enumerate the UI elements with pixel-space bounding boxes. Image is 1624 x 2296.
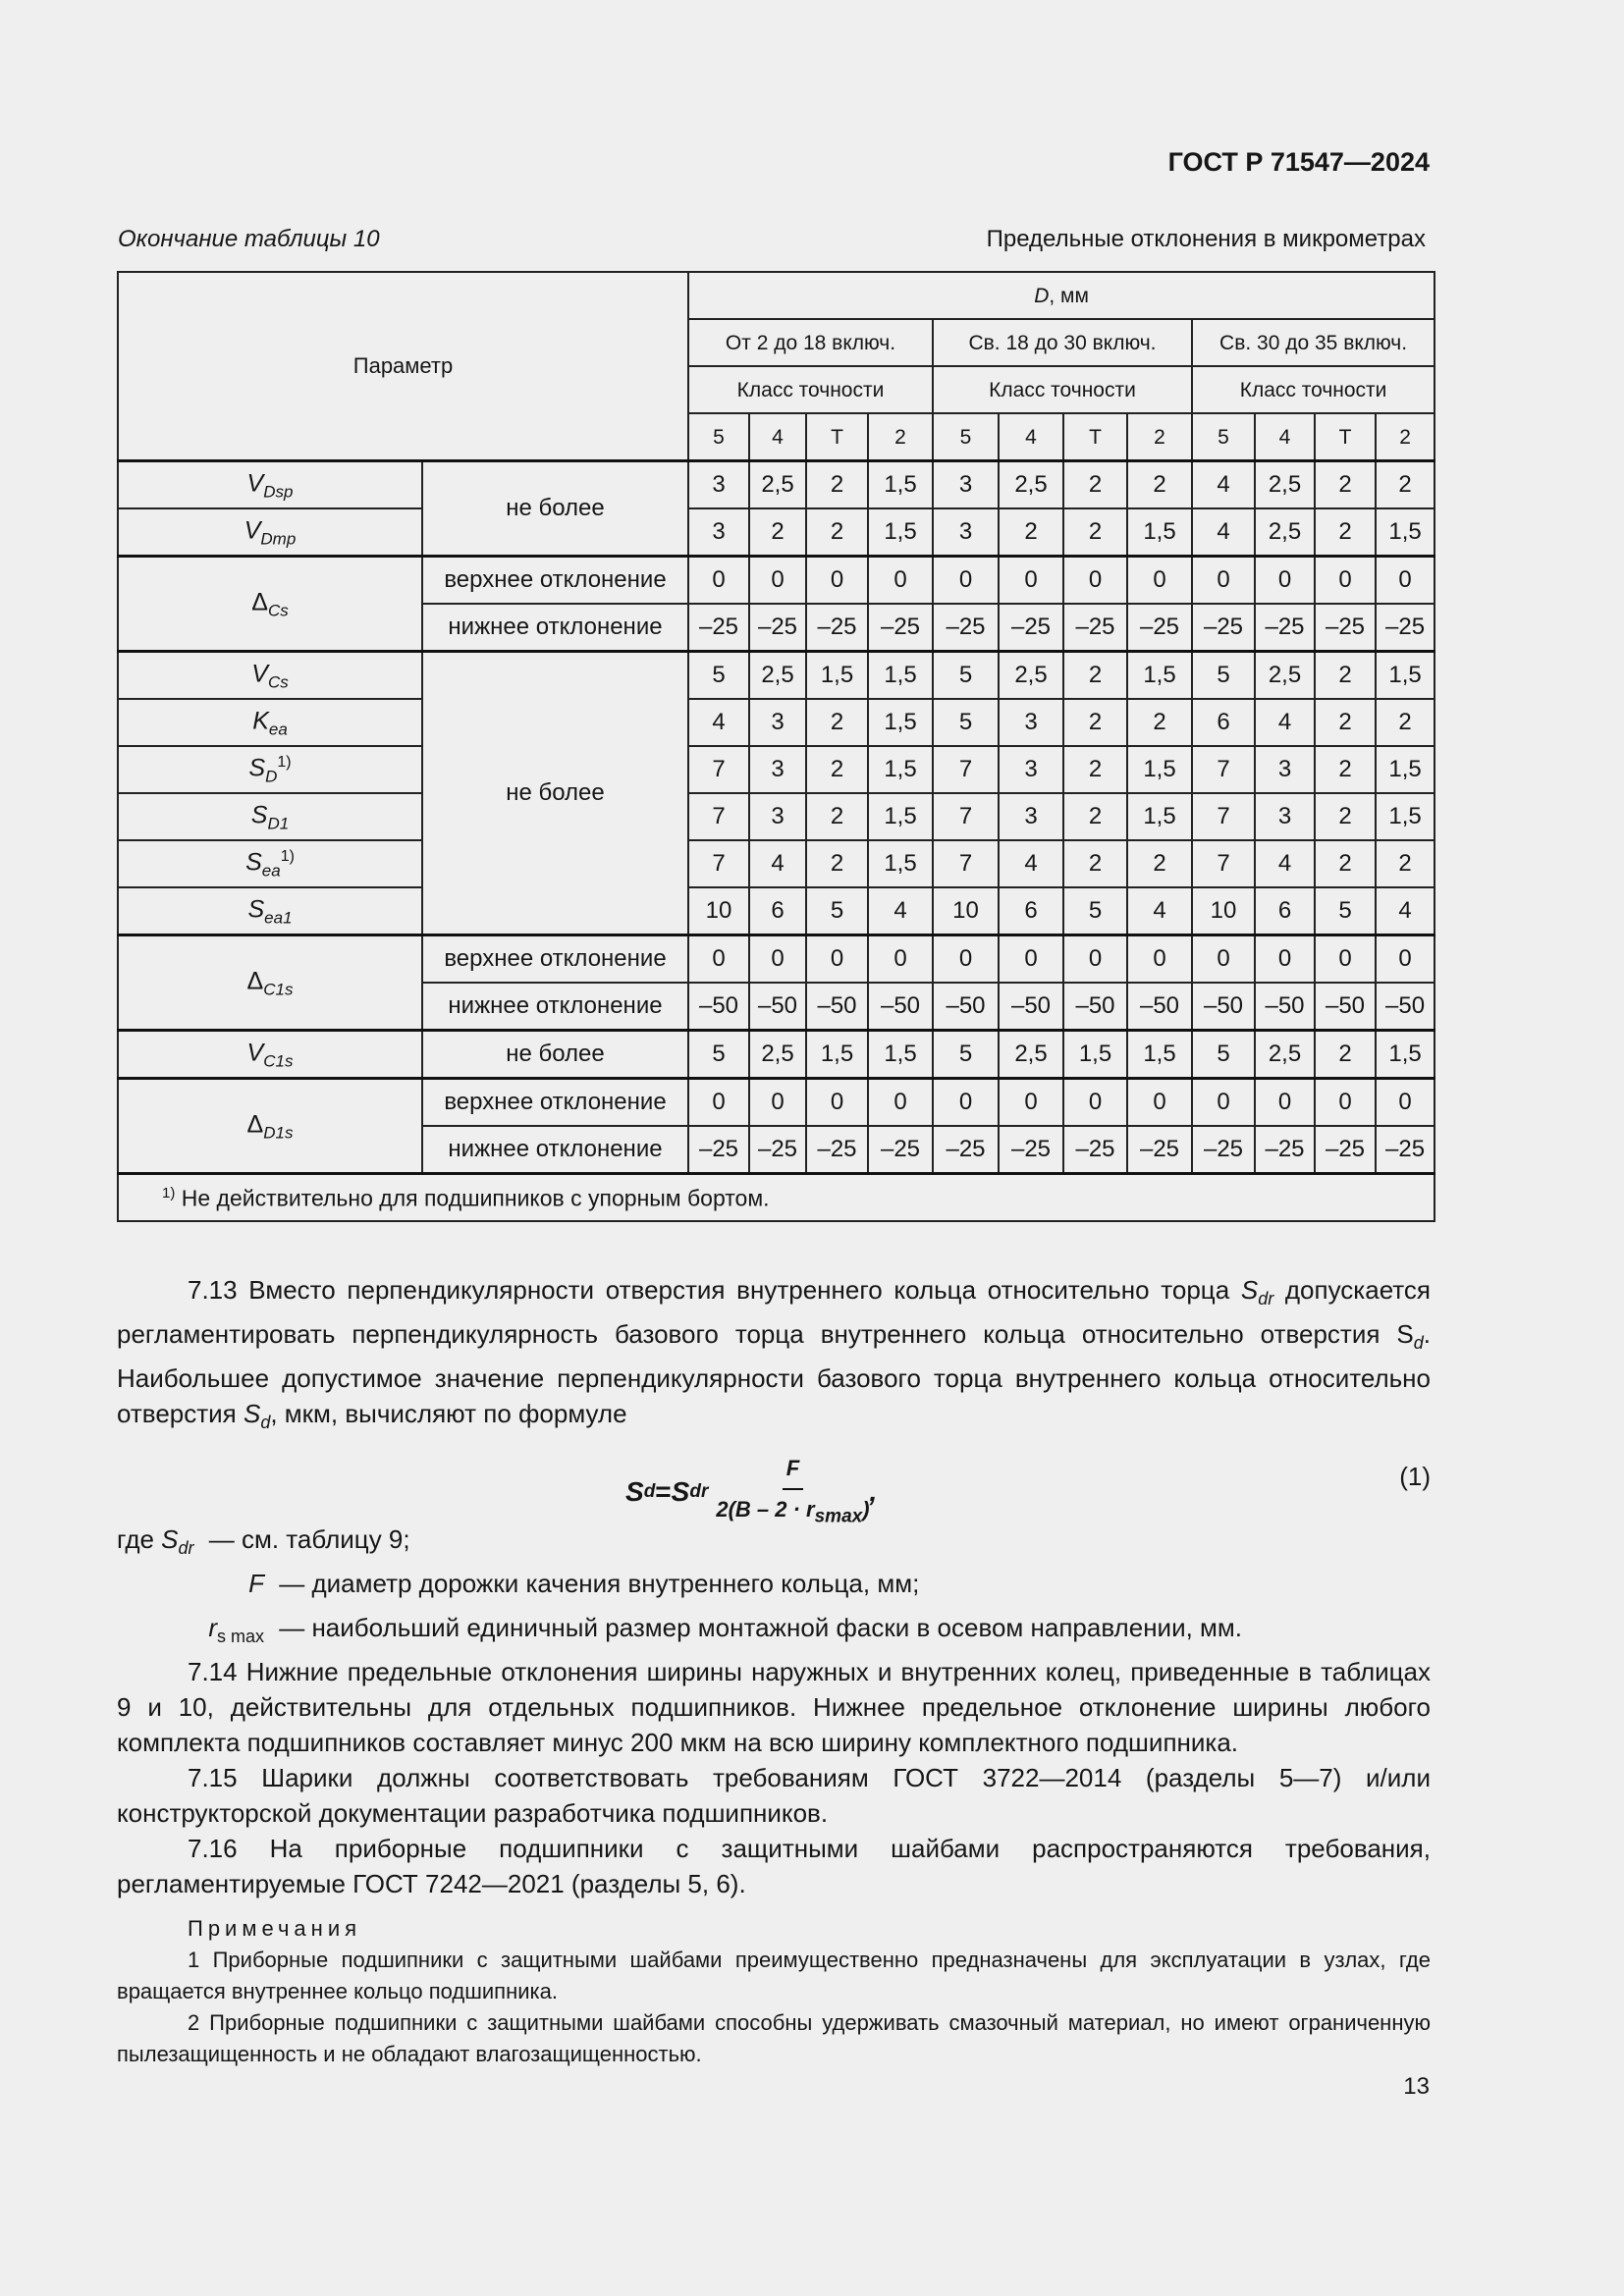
value-cell: 0	[1376, 1079, 1435, 1127]
value-cell: 0	[1376, 557, 1435, 605]
value-cell: 10	[688, 887, 749, 935]
value-cell: 0	[1063, 935, 1127, 984]
value-cell: 2	[1315, 840, 1376, 887]
value-cell: 1,5	[868, 793, 933, 840]
paragraph-7-15: 7.15 Шарики должны соответствовать требованиям ГОСТ 3722—2014 (разделы 5—7) и/или конструкторской документации разработчика подшипников.	[117, 1763, 1431, 1829]
value-cell: 2,5	[1255, 1031, 1315, 1079]
value-cell: 2	[1315, 1031, 1376, 1079]
value-cell: –25	[749, 604, 806, 652]
table-caption: Окончание таблицы 10	[118, 226, 380, 252]
table-row	[118, 887, 1435, 935]
value-cell: 2	[1376, 699, 1435, 746]
table-row	[118, 652, 1435, 700]
value-cell: 0	[1376, 935, 1435, 984]
value-cell: 3	[749, 793, 806, 840]
paragraph-7-16: 7.16 На приборные подшипники с защитными шайбами распространяются требования, регламентируемые ГОСТ 7242—2021 (разделы 5, 6).	[117, 1834, 1431, 1899]
tolerance-table	[117, 271, 1435, 1222]
value-cell: 3	[749, 699, 806, 746]
value-cell: 2	[1127, 840, 1192, 887]
value-cell: 7	[688, 746, 749, 793]
value-cell: –50	[1192, 983, 1255, 1031]
value-cell: 5	[1315, 887, 1376, 935]
value-cell: 2	[1063, 746, 1127, 793]
value-cell: –50	[1255, 983, 1315, 1031]
value-cell: 0	[1192, 557, 1255, 605]
value-cell: 2	[999, 508, 1063, 557]
parameter-symbol: $V_{Dsp}$	[118, 461, 422, 509]
value-cell: 2,5	[999, 652, 1063, 700]
value-cell: 7	[933, 746, 999, 793]
value-cell: –25	[1376, 1126, 1435, 1174]
value-cell: 1,5	[868, 508, 933, 557]
legend-symbol: F	[248, 1568, 264, 1598]
value-cell: 2	[1376, 461, 1435, 509]
value-cell: –25	[999, 604, 1063, 652]
value-cell: 0	[749, 557, 806, 605]
value-cell: –25	[1127, 604, 1192, 652]
value-cell: 0	[999, 1079, 1063, 1127]
table-row	[118, 746, 1435, 793]
table-row	[118, 699, 1435, 746]
value-cell: 3	[688, 508, 749, 557]
value-cell: 2	[1063, 652, 1127, 700]
value-cell: –50	[1063, 983, 1127, 1031]
value-cell: 0	[688, 1079, 749, 1127]
header-parameter: Параметр	[118, 272, 688, 461]
value-cell: 2	[1063, 461, 1127, 509]
value-cell: –25	[933, 1126, 999, 1174]
header-range: Св. 30 до 35 включ.	[1192, 319, 1435, 366]
value-cell: 1,5	[806, 652, 868, 700]
value-cell: 1,5	[868, 1031, 933, 1079]
value-cell: 7	[933, 793, 999, 840]
legend-row: $r_{s max}$ — наибольший единичный размер монтажной фаски в осевом направлении, мм.	[117, 1610, 1431, 1654]
value-cell: 0	[868, 557, 933, 605]
value-cell: 1,5	[1376, 793, 1435, 840]
value-cell: 1,5	[1063, 1031, 1127, 1079]
value-cell: 7	[688, 793, 749, 840]
table-footnote-row	[118, 1174, 1435, 1222]
value-cell: 1,5	[868, 840, 933, 887]
header-accuracy-class: Класс точности	[688, 366, 933, 413]
value-cell: 0	[1127, 935, 1192, 984]
table-units-note: Предельные отклонения в микрометрах	[986, 226, 1426, 252]
value-cell: 0	[688, 557, 749, 605]
value-cell: 5	[1063, 887, 1127, 935]
value-cell: 1,5	[1127, 1031, 1192, 1079]
value-cell: 2	[806, 840, 868, 887]
legend-symbol: где $S_{dr}$	[117, 1523, 194, 1558]
value-cell: 2	[1315, 793, 1376, 840]
formula-legend	[117, 1522, 1431, 1655]
table-row	[118, 840, 1435, 887]
value-cell: 2	[1127, 699, 1192, 746]
legend-symbol: $r_{s max}$	[208, 1612, 264, 1647]
parameter-condition: не более	[422, 1031, 688, 1079]
value-cell: 2	[1315, 508, 1376, 557]
value-cell: 1,5	[868, 652, 933, 700]
table-footnote: $^{1)}$ Не действительно для подшипников с упорным бортом.	[118, 1174, 1435, 1222]
paragraph-7-13: 7.13 Вместо перпендикулярности отверстия внутреннего кольца относительно торца $S_{dr}$ допускается регламентировать перпендикулярность базового торца внутреннего кольца относительно отверстия $S_d$. Наибольшее допустимое значение перпендикулярности базового торца внутреннего кольца относительно отверстия $S_d$, мкм, вычисляют по формуле	[117, 1275, 1431, 1433]
value-cell: 2	[1063, 699, 1127, 746]
value-cell: 7	[1192, 793, 1255, 840]
value-cell: 7	[933, 840, 999, 887]
header-class-value: 2	[868, 413, 933, 461]
value-cell: 2	[1127, 461, 1192, 509]
value-cell: 4	[1255, 699, 1315, 746]
value-cell: 4	[1127, 887, 1192, 935]
value-cell: –25	[1192, 1126, 1255, 1174]
parameter-symbol: $V_{C1s}$	[118, 1031, 422, 1079]
value-cell: 2	[1315, 746, 1376, 793]
value-cell: 2	[1315, 461, 1376, 509]
parameter-symbol: $K_{ea}$	[118, 699, 422, 746]
value-cell: 0	[1315, 935, 1376, 984]
formula-fraction: $\frac{F}{2(B - 2 \cdot r_{smax})}$	[716, 1451, 869, 1534]
value-cell: –50	[806, 983, 868, 1031]
value-cell: 0	[1192, 935, 1255, 984]
value-cell: 2,5	[1255, 461, 1315, 509]
value-cell: –50	[999, 983, 1063, 1031]
value-cell: 2	[1063, 508, 1127, 557]
value-cell: 5	[688, 652, 749, 700]
value-cell: 2	[806, 461, 868, 509]
value-cell: 3	[999, 699, 1063, 746]
header-class-value: T	[1315, 413, 1376, 461]
value-cell: 2	[1315, 699, 1376, 746]
value-cell: 2,5	[749, 461, 806, 509]
value-cell: 0	[933, 935, 999, 984]
value-cell: –25	[1255, 604, 1315, 652]
table-row	[118, 793, 1435, 840]
header-accuracy-class: Класс точности	[1192, 366, 1435, 413]
value-cell: 2,5	[1255, 508, 1315, 557]
body-text	[117, 1272, 1431, 2070]
value-cell: 0	[1063, 1079, 1127, 1127]
value-cell: –50	[868, 983, 933, 1031]
header-accuracy-class: Класс точности	[933, 366, 1192, 413]
page-number: 13	[1403, 2073, 1430, 2100]
value-cell: 5	[933, 652, 999, 700]
value-cell: 0	[749, 1079, 806, 1127]
value-cell: 5	[933, 1031, 999, 1079]
value-cell: –50	[933, 983, 999, 1031]
value-cell: –25	[1063, 1126, 1127, 1174]
value-cell: 2,5	[999, 461, 1063, 509]
standard-code: ГОСТ Р 71547—2024	[1167, 147, 1430, 177]
parameter-condition: не более	[422, 461, 688, 557]
value-cell: 7	[1192, 840, 1255, 887]
header-class-value: 2	[1376, 413, 1435, 461]
value-cell: –25	[806, 1126, 868, 1174]
notes	[117, 1913, 1431, 2070]
value-cell: 2,5	[749, 652, 806, 700]
value-cell: 4	[1376, 887, 1435, 935]
parameter-symbol: $S_D^{1)}$	[118, 746, 422, 793]
notes-title: Примечания	[188, 1916, 362, 1942]
value-cell: 2,5	[1255, 652, 1315, 700]
header-class-value: 4	[749, 413, 806, 461]
value-cell: –50	[688, 983, 749, 1031]
value-cell: 6	[1255, 887, 1315, 935]
value-cell: 0	[1255, 1079, 1315, 1127]
value-cell: 2	[806, 793, 868, 840]
value-cell: 10	[1192, 887, 1255, 935]
value-cell: 0	[1127, 1079, 1192, 1127]
value-cell: 0	[1315, 1079, 1376, 1127]
value-cell: –25	[1063, 604, 1127, 652]
formula-block	[117, 1445, 1431, 1526]
value-cell: –25	[868, 1126, 933, 1174]
value-cell: 5	[1192, 1031, 1255, 1079]
table-row	[118, 508, 1435, 557]
value-cell: 3	[999, 793, 1063, 840]
value-cell: 1,5	[1127, 508, 1192, 557]
value-cell: –25	[688, 1126, 749, 1174]
table-row	[118, 1079, 1435, 1127]
table-row	[118, 935, 1435, 984]
value-cell: 0	[1192, 1079, 1255, 1127]
value-cell: –25	[933, 604, 999, 652]
value-cell: 1,5	[806, 1031, 868, 1079]
value-cell: –25	[1127, 1126, 1192, 1174]
value-cell: 0	[999, 557, 1063, 605]
value-cell: 6	[1192, 699, 1255, 746]
formula-number: (1)	[1399, 1461, 1431, 1491]
header-class-value: 5	[1192, 413, 1255, 461]
value-cell: 7	[1192, 746, 1255, 793]
table-row	[118, 1031, 1435, 1079]
header-class-value: 5	[688, 413, 749, 461]
value-cell: 0	[933, 1079, 999, 1127]
value-cell: 4	[999, 840, 1063, 887]
value-cell: 0	[1127, 557, 1192, 605]
header-class-value: 2	[1127, 413, 1192, 461]
header-range: От 2 до 18 включ.	[688, 319, 933, 366]
header-class-value: 4	[999, 413, 1063, 461]
value-cell: 2,5	[999, 1031, 1063, 1079]
parameter-condition: верхнее отклонение	[422, 935, 688, 984]
value-cell: –25	[1255, 1126, 1315, 1174]
value-cell: –25	[1315, 1126, 1376, 1174]
value-cell: 3	[1255, 793, 1315, 840]
value-cell: 5	[806, 887, 868, 935]
value-cell: –25	[1192, 604, 1255, 652]
value-cell: 2	[749, 508, 806, 557]
value-cell: 2	[1315, 652, 1376, 700]
value-cell: 1,5	[1376, 652, 1435, 700]
parameter-symbol: $V_{Dmp}$	[118, 508, 422, 557]
value-cell: 0	[688, 935, 749, 984]
value-cell: –50	[1127, 983, 1192, 1031]
value-cell: 1,5	[868, 461, 933, 509]
value-cell: 4	[1255, 840, 1315, 887]
value-cell: 0	[868, 935, 933, 984]
value-cell: 6	[999, 887, 1063, 935]
parameter-symbol: $V_{Cs}$	[118, 652, 422, 700]
parameter-symbol: $S_{ea1}$	[118, 887, 422, 935]
paragraph-7-14: 7.14 Нижние предельные отклонения ширины наружных и внутренних колец, приведенные в таблицах 9 и 10, действительны для отдельных подшипников. Нижнее предельное отклонение ширины любого комплекта подшипников составляет минус 200 мкм на всю ширину комплектного подшипника.	[117, 1657, 1431, 1758]
header-diameter: D, мм	[688, 272, 1435, 319]
parameter-condition: не более	[422, 652, 688, 935]
value-cell: –25	[806, 604, 868, 652]
value-cell: 0	[806, 1079, 868, 1127]
value-cell: 5	[1192, 652, 1255, 700]
table-row	[118, 461, 1435, 509]
value-cell: 10	[933, 887, 999, 935]
value-cell: 1,5	[1127, 746, 1192, 793]
note-1: 1 Приборные подшипники с защитными шайбами преимущественно предназначены для эксплуатации в узлах, где вращается внутреннее кольцо подшипника.	[117, 1948, 1431, 2004]
value-cell: 5	[933, 699, 999, 746]
value-cell: 0	[1255, 935, 1315, 984]
value-cell: 0	[999, 935, 1063, 984]
value-cell: 2	[806, 746, 868, 793]
value-cell: 1,5	[1376, 508, 1435, 557]
header-class-value: 4	[1255, 413, 1315, 461]
value-cell: –25	[868, 604, 933, 652]
value-cell: 1,5	[1376, 1031, 1435, 1079]
parameter-symbol: $S_{ea}^{1)}$	[118, 840, 422, 887]
value-cell: 0	[806, 557, 868, 605]
header-class-value: T	[1063, 413, 1127, 461]
value-cell: 0	[749, 935, 806, 984]
value-cell: 1,5	[1127, 652, 1192, 700]
value-cell: 5	[688, 1031, 749, 1079]
value-cell: 2	[1063, 840, 1127, 887]
value-cell: –50	[749, 983, 806, 1031]
value-cell: 4	[688, 699, 749, 746]
parameter-symbol: $\Delta_{D1s}$	[118, 1079, 422, 1174]
value-cell: 3	[688, 461, 749, 509]
value-cell: 1,5	[1376, 746, 1435, 793]
value-cell: 7	[688, 840, 749, 887]
value-cell: –25	[688, 604, 749, 652]
parameter-condition: нижнее отклонение	[422, 983, 688, 1031]
header-class-value: 5	[933, 413, 999, 461]
table-row	[118, 557, 1435, 605]
header-range: Св. 18 до 30 включ.	[933, 319, 1192, 366]
value-cell: 3	[933, 508, 999, 557]
value-cell: 3	[1255, 746, 1315, 793]
value-cell: –50	[1315, 983, 1376, 1031]
parameter-condition: верхнее отклонение	[422, 1079, 688, 1127]
value-cell: 0	[868, 1079, 933, 1127]
formula: S d = S dr $\frac{F}{2(B - 2 \cdot r_{smax})}$ ,	[625, 1451, 877, 1534]
parameter-condition: нижнее отклонение	[422, 604, 688, 652]
legend-row: F — диаметр дорожки качения внутреннего кольца, мм;	[117, 1566, 1431, 1610]
value-cell: 2	[806, 699, 868, 746]
value-cell: –25	[1376, 604, 1435, 652]
value-cell: –25	[749, 1126, 806, 1174]
parameter-condition: нижнее отклонение	[422, 1126, 688, 1174]
legend-row: где $S_{dr}$ — см. таблицу 9;	[117, 1522, 1431, 1566]
value-cell: 4	[868, 887, 933, 935]
value-cell: 6	[749, 887, 806, 935]
value-cell: 2	[806, 508, 868, 557]
parameter-symbol: $S_{D1}$	[118, 793, 422, 840]
value-cell: 0	[1063, 557, 1127, 605]
value-cell: 0	[806, 935, 868, 984]
value-cell: –25	[999, 1126, 1063, 1174]
value-cell: 3	[933, 461, 999, 509]
note-2: 2 Приборные подшипники с защитными шайбами способны удерживать смазочный материал, но имеют ограниченную пылезащищенность и не обладают влагозащищенностью.	[117, 2010, 1431, 2067]
value-cell: 1,5	[868, 699, 933, 746]
value-cell: 3	[749, 746, 806, 793]
value-cell: 0	[933, 557, 999, 605]
value-cell: 1,5	[1127, 793, 1192, 840]
value-cell: –25	[1315, 604, 1376, 652]
value-cell: 1,5	[868, 746, 933, 793]
value-cell: 3	[999, 746, 1063, 793]
header-class-value: T	[806, 413, 868, 461]
parameter-condition: верхнее отклонение	[422, 557, 688, 605]
value-cell: 0	[1315, 557, 1376, 605]
value-cell: 4	[749, 840, 806, 887]
value-cell: 2	[1063, 793, 1127, 840]
value-cell: 4	[1192, 508, 1255, 557]
value-cell: 2	[1376, 840, 1435, 887]
parameter-symbol: $\Delta_{C1s}$	[118, 935, 422, 1031]
value-cell: –50	[1376, 983, 1435, 1031]
value-cell: 0	[1255, 557, 1315, 605]
value-cell: 2,5	[749, 1031, 806, 1079]
parameter-symbol: $\Delta_{Cs}$	[118, 557, 422, 652]
value-cell: 4	[1192, 461, 1255, 509]
